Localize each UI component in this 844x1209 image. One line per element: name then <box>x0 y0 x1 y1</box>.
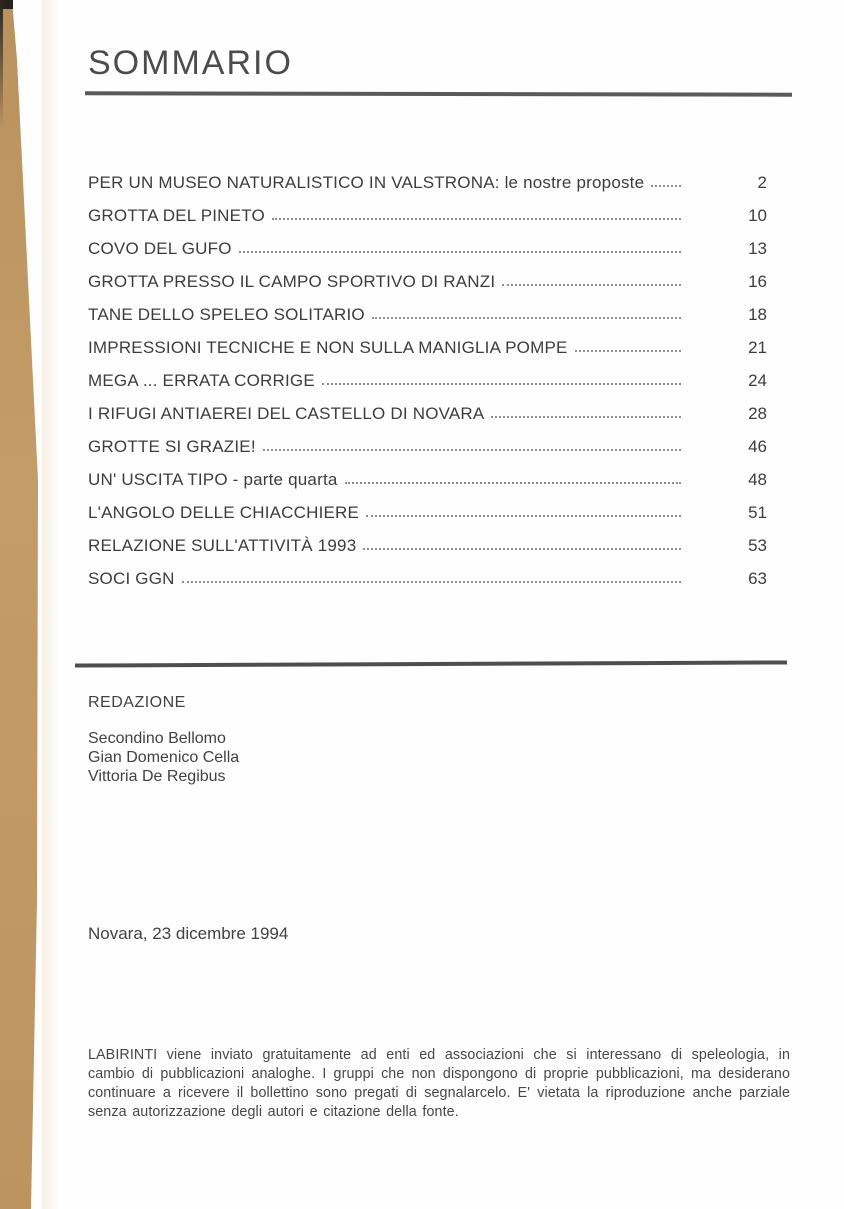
toc-entry-title: L'ANGOLO DELLE CHIACCHIERE <box>88 503 360 522</box>
toc-leader-dots <box>239 251 681 253</box>
toc-entry-page: 53 <box>748 536 767 555</box>
redazione-heading: REDAZIONE <box>88 694 186 711</box>
title-underline <box>85 91 792 96</box>
toc-entry-page: 16 <box>748 272 767 291</box>
toc-leader-dots <box>502 284 681 286</box>
redazione-member: Gian Domenico Cella <box>88 749 240 766</box>
toc-entry-page: 48 <box>748 470 767 489</box>
toc-entry-title: GROTTE SI GRAZIE! <box>88 437 256 456</box>
toc-entry <box>88 460 767 493</box>
scan-edge-shadow <box>0 0 3 130</box>
toc-entry <box>88 163 767 196</box>
toc-leader-dots <box>366 515 681 517</box>
toc-leader-dots <box>272 218 681 220</box>
toc-entry <box>88 196 767 229</box>
toc-entry-page: 18 <box>748 305 767 324</box>
toc-entry <box>88 229 767 262</box>
toc-entry-title: IMPRESSIONI TECNICHE E NON SULLA MANIGLIA POMPE <box>88 338 568 357</box>
toc-leader-dots <box>322 383 681 385</box>
toc-leader-dots <box>651 185 681 187</box>
toc-entry-page: 63 <box>748 569 767 588</box>
colophon-text: LABIRINTI viene inviato gratuitamente ad enti ed associazioni che si interessano di speleologia, in cambio di pubblicazioni analoghe. I gruppi che non dispongono di proprie pubblicazioni, ma desiderano continuare a ricevere il bollettino sono pregati di segnalarcelo. E' vietata la riproduzione anche parziale senza autorizzazione degli autori e citazione della fonte. <box>88 1047 790 1120</box>
toc-entry-page: 2 <box>757 173 767 192</box>
toc-entry-title: GROTTA DEL PINETO <box>88 206 265 225</box>
redazione-member: Vittoria De Regibus <box>88 768 226 785</box>
toc-entry-title: I RIFUGI ANTIAEREI DEL CASTELLO DI NOVARA <box>88 404 485 423</box>
table-of-contents <box>88 163 767 592</box>
date-line: Novara, 23 dicembre 1994 <box>88 924 289 943</box>
section-divider <box>75 660 787 667</box>
toc-entry-page: 13 <box>748 239 767 258</box>
toc-entry <box>88 493 767 526</box>
toc-entry-title: SOCI GGN <box>88 569 175 588</box>
redazione-member: Secondino Bellomo <box>88 730 226 747</box>
toc-entry-page: 28 <box>748 404 767 423</box>
toc-entry <box>88 295 767 328</box>
toc-entry <box>88 526 767 559</box>
scan-edge-fade <box>42 0 58 1209</box>
toc-entry <box>88 394 767 427</box>
toc-leader-dots <box>491 416 681 418</box>
toc-entry-title: MEGA ... ERRATA CORRIGE <box>88 371 315 390</box>
toc-entry-page: 24 <box>748 371 767 390</box>
toc-entry-title: TANE DELLO SPELEO SOLITARIO <box>88 305 365 324</box>
toc-leader-dots <box>345 482 681 484</box>
toc-entry-title: RELAZIONE SULL'ATTIVITÀ 1993 <box>88 536 357 555</box>
redazione-members <box>88 729 239 786</box>
toc-entry-page: 46 <box>748 437 767 456</box>
toc-leader-dots <box>575 350 681 352</box>
toc-entry-page: 51 <box>748 503 767 522</box>
toc-entry-page: 10 <box>748 206 767 225</box>
toc-entry <box>88 427 767 460</box>
toc-entry-title: UN' USCITA TIPO - parte quarta <box>88 470 338 489</box>
page-title: SOMMARIO <box>88 44 293 82</box>
toc-leader-dots <box>182 581 681 583</box>
toc-leader-dots <box>372 317 681 319</box>
toc-entry <box>88 328 767 361</box>
toc-leader-dots <box>263 449 681 451</box>
toc-entry <box>88 559 767 592</box>
scan-left-edge <box>0 0 40 1209</box>
toc-leader-dots <box>363 548 681 550</box>
toc-entry-title: GROTTA PRESSO IL CAMPO SPORTIVO DI RANZI <box>88 272 496 291</box>
toc-entry <box>88 361 767 394</box>
toc-entry <box>88 262 767 295</box>
toc-entry-title: COVO DEL GUFO <box>88 239 232 258</box>
toc-entry-title: PER UN MUSEO NATURALISTICO IN VALSTRONA: le nostre proposte <box>88 173 645 192</box>
toc-entry-page: 21 <box>748 338 767 357</box>
